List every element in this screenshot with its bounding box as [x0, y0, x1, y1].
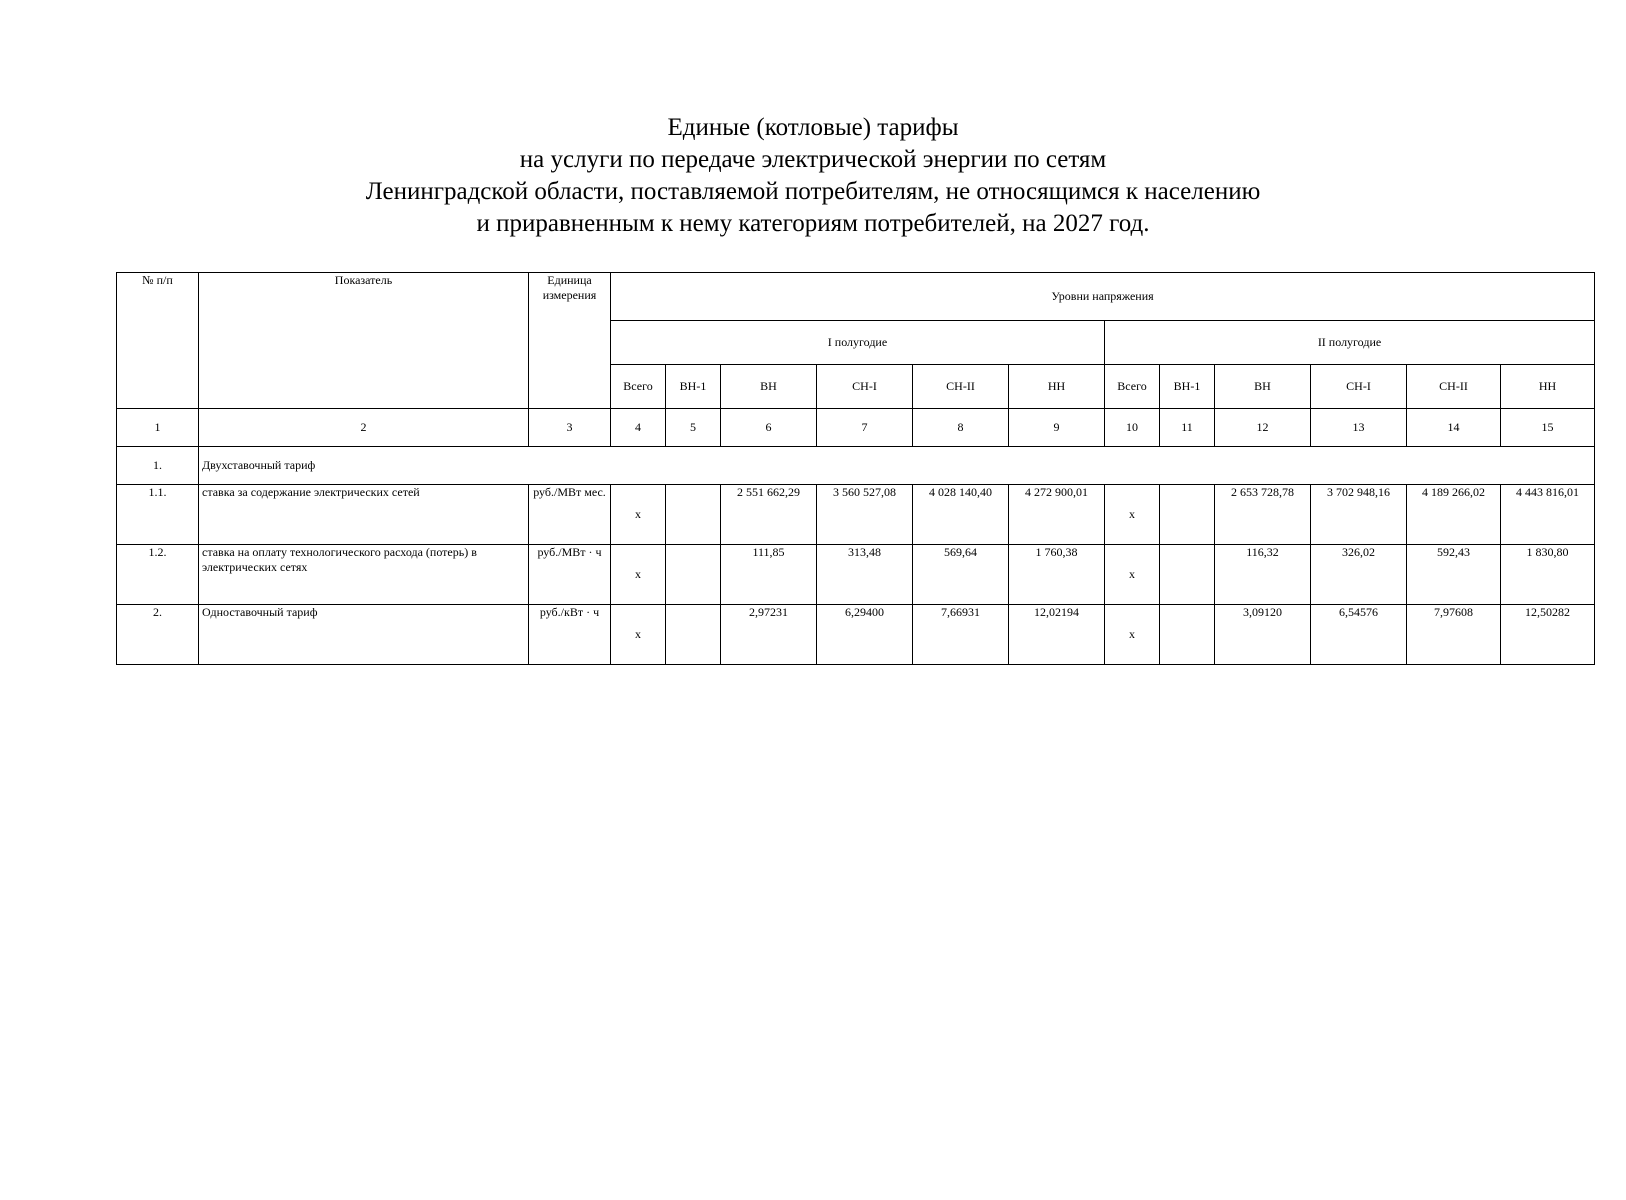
sub-header: ВН — [1215, 365, 1311, 409]
value-cell: 569,64 — [913, 545, 1009, 605]
value-cell: 4 272 900,01 — [1009, 485, 1105, 545]
sub-header: Всего — [611, 365, 666, 409]
value-cell: 3 702 948,16 — [1311, 485, 1407, 545]
header-indicator: Показатель — [199, 273, 529, 409]
column-number: 2 — [199, 409, 529, 447]
value-cell: х — [611, 605, 666, 665]
header-half-1: I полугодие — [611, 321, 1105, 365]
sub-header: СН-I — [1311, 365, 1407, 409]
section-row-two-rate — [117, 447, 1595, 485]
value-cell: 4 443 816,01 — [1501, 485, 1595, 545]
column-number: 10 — [1105, 409, 1160, 447]
header-half-2: II полугодие — [1105, 321, 1595, 365]
value-cell: 2,97231 — [721, 605, 817, 665]
column-number: 12 — [1215, 409, 1311, 447]
value-cell: х — [1105, 485, 1160, 545]
column-number: 15 — [1501, 409, 1595, 447]
section-number: 1. — [117, 447, 199, 485]
sub-header: ВН — [721, 365, 817, 409]
value-cell: х — [611, 485, 666, 545]
value-cell: 313,48 — [817, 545, 913, 605]
title-line-2: на услуги по передаче электрической энергии по сетям — [519, 146, 1107, 173]
column-number: 11 — [1160, 409, 1215, 447]
value-cell: 4 028 140,40 — [913, 485, 1009, 545]
title-line-3: Ленинградской области, поставляемой потребителям, не относящимся к населению — [365, 178, 1261, 205]
column-number: 3 — [529, 409, 611, 447]
value-cell: 6,29400 — [817, 605, 913, 665]
column-number: 4 — [611, 409, 666, 447]
table-row — [117, 485, 1595, 545]
value-cell — [1160, 545, 1215, 605]
value-cell: 2 653 728,78 — [1215, 485, 1311, 545]
header-unit: Единица измерения — [529, 273, 611, 409]
row-label: Одноставочный тариф — [199, 605, 529, 665]
row-unit: руб./МВт мес. — [529, 485, 611, 545]
tariff-table — [116, 272, 1595, 665]
sub-header: СН-I — [817, 365, 913, 409]
column-number: 13 — [1311, 409, 1407, 447]
value-cell — [1160, 485, 1215, 545]
row-number: 1.2. — [117, 545, 199, 605]
table-row — [117, 545, 1595, 605]
value-cell: 7,66931 — [913, 605, 1009, 665]
value-cell: 12,50282 — [1501, 605, 1595, 665]
column-number: 14 — [1407, 409, 1501, 447]
document-title — [0, 112, 1626, 240]
title-line-4: и приравненным к нему категориям потребителей, на 2027 год. — [476, 210, 1150, 237]
sub-header: НН — [1009, 365, 1105, 409]
title-line-1: Единые (котловые) тарифы — [667, 114, 959, 141]
value-cell: х — [611, 545, 666, 605]
value-cell — [666, 605, 721, 665]
value-cell: х — [1105, 605, 1160, 665]
value-cell: 3 560 527,08 — [817, 485, 913, 545]
header-row-1 — [117, 273, 1595, 321]
column-number: 9 — [1009, 409, 1105, 447]
value-cell: 4 189 266,02 — [1407, 485, 1501, 545]
column-number: 7 — [817, 409, 913, 447]
row-unit: руб./МВт · ч — [529, 545, 611, 605]
value-cell: х — [1105, 545, 1160, 605]
row-unit: руб./кВт · ч — [529, 605, 611, 665]
sub-header: СН-II — [1407, 365, 1501, 409]
sub-header: СН-II — [913, 365, 1009, 409]
value-cell — [666, 485, 721, 545]
column-number: 8 — [913, 409, 1009, 447]
value-cell: 116,32 — [1215, 545, 1311, 605]
value-cell — [666, 545, 721, 605]
sub-header: НН — [1501, 365, 1595, 409]
column-number: 6 — [721, 409, 817, 447]
value-cell: 3,09120 — [1215, 605, 1311, 665]
column-number: 1 — [117, 409, 199, 447]
value-cell: 6,54576 — [1311, 605, 1407, 665]
row-label: ставка за содержание электрических сетей — [199, 485, 529, 545]
value-cell — [1160, 605, 1215, 665]
row-number: 2. — [117, 605, 199, 665]
value-cell: 2 551 662,29 — [721, 485, 817, 545]
header-voltage-levels: Уровни напряжения — [611, 273, 1595, 321]
header-no: № п/п — [117, 273, 199, 409]
column-number: 5 — [666, 409, 721, 447]
row-label: ставка на оплату технологического расхода (потерь) в электрических сетях — [199, 545, 529, 605]
column-number-row — [117, 409, 1595, 447]
row-number: 1.1. — [117, 485, 199, 545]
value-cell: 7,97608 — [1407, 605, 1501, 665]
value-cell: 326,02 — [1311, 545, 1407, 605]
section-label: Двухставочный тариф — [199, 447, 1595, 485]
value-cell: 12,02194 — [1009, 605, 1105, 665]
value-cell: 592,43 — [1407, 545, 1501, 605]
value-cell: 1 830,80 — [1501, 545, 1595, 605]
value-cell: 1 760,38 — [1009, 545, 1105, 605]
table-row — [117, 605, 1595, 665]
value-cell: 111,85 — [721, 545, 817, 605]
sub-header: Всего — [1105, 365, 1160, 409]
sub-header: ВН-1 — [666, 365, 721, 409]
sub-header: ВН-1 — [1160, 365, 1215, 409]
